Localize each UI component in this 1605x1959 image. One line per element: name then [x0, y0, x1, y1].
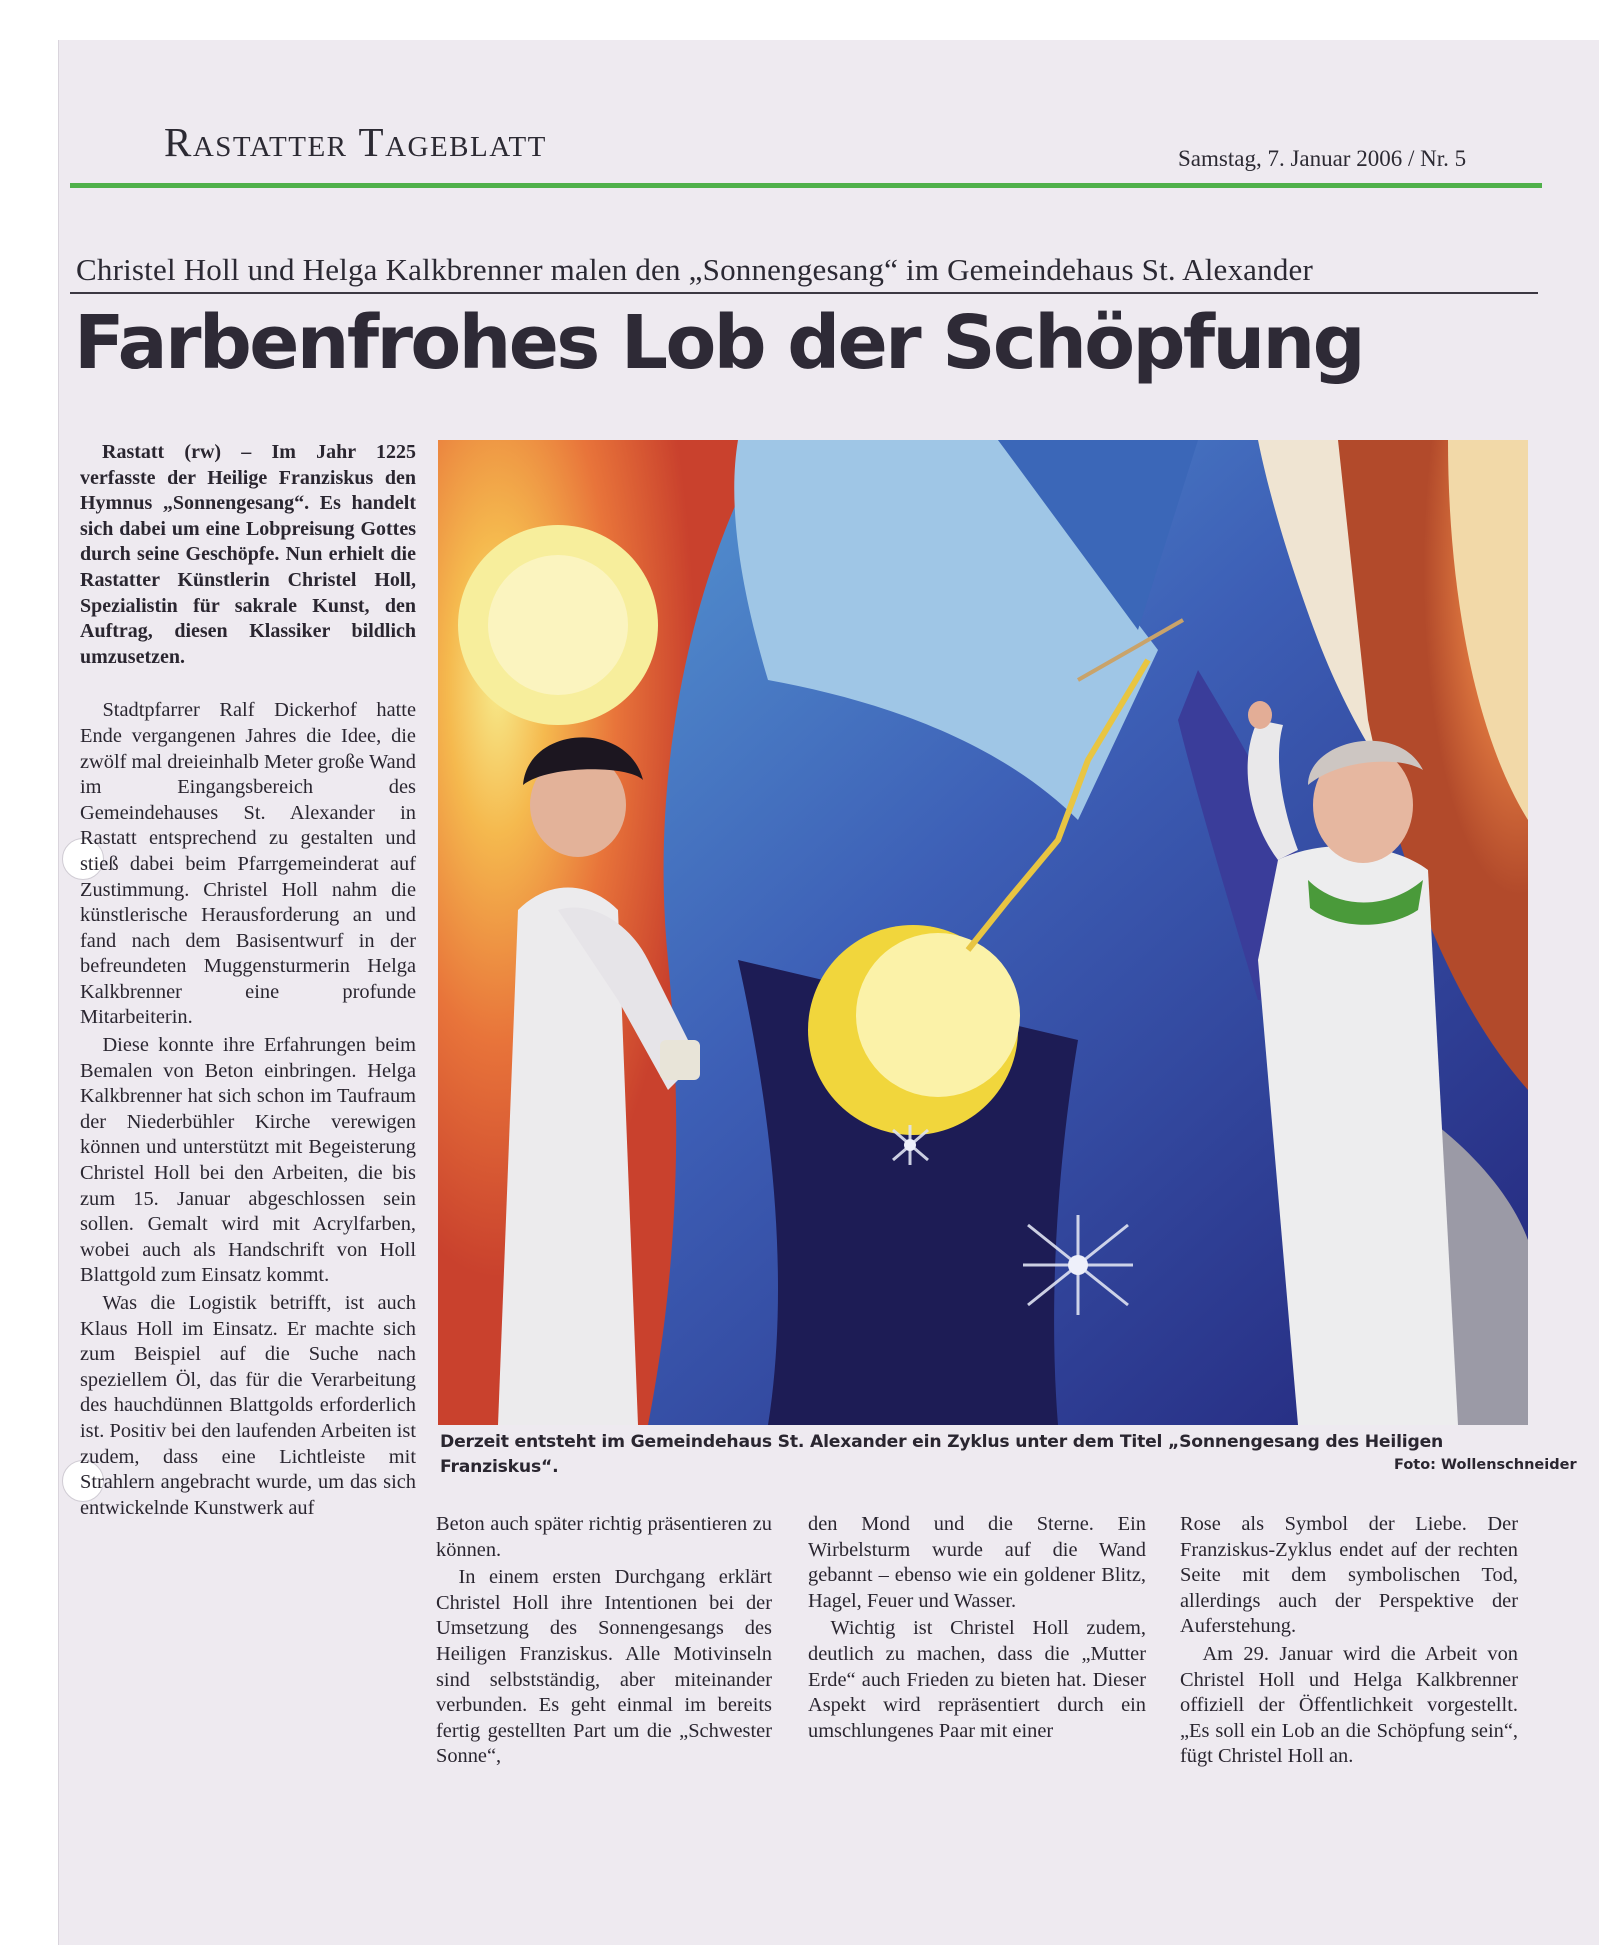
- issue-date: Samstag, 7. Januar 2006 / Nr. 5: [1178, 146, 1467, 171]
- article-kicker: Christel Holl und Helga Kalkbrenner malen den „Sonnengesang“ im Gemeindehaus St. Alexander: [76, 252, 1314, 287]
- paragraph: In einem ersten Durchgang erklärt Christel Holl ihre Intentionen bei der Umsetzung des Sonnengesangs des Heiligen Franziskus. Alle Motivinseln sind selbstständig, aber miteinander verbunden. Es geht einmal im bereits fertig gestellten Part um die „Schwester Sonne“,: [436, 1566, 772, 1768]
- paragraph: Wichtig ist Christel Holl zudem, deutlich zu machen, dass die „Mutter Erde“ auch Frieden zu bieten hat. Dieser Aspekt wird repräsentiert durch ein umschlungenes Paar mit einer: [808, 1617, 1146, 1742]
- mural-photo: [438, 440, 1528, 1425]
- photo-credit: Foto: Wollenschneider: [1394, 1457, 1577, 1473]
- article-column-1: [80, 440, 416, 1521]
- masthead-rule: [70, 183, 1542, 188]
- article-lead: Rastatt (rw) – Im Jahr 1225 verfasste der Heilige Franziskus den Hymnus „Sonnengesang“. Es handelt sich dabei um eine Lobpreisung Gottes durch seine Geschöpfe. Nun erhielt die Rastatter Künstlerin Christel Holl, Spezialistin für sakrale Kunst, den Auftrag, diesen Klassiker bildlich umzusetzen.: [80, 441, 416, 668]
- paragraph: Stadtpfarrer Ralf Dickerhof hatte Ende vergangenen Jahres die Idee, die zwölf mal dreieinhalb Meter große Wand im Eingangsbereich des Gemeindehauses St. Alexander in Rastatt entsprechend zu gestalten und stieß dabei beim Pfarrgemeinderat auf Zustimmung. Christel Holl nahm die künstlerische Herausforderung an und fand nach dem Basisentwurf in der befreundeten Muggensturmerin Helga Kalkbrenner eine profunde Mitarbeiterin.: [80, 699, 417, 1029]
- paragraph: Rose als Symbol der Liebe. Der Franziskus-Zyklus endet auf der rechten Seite mit dem symbolischen Tod, allerdings auch der Perspektive der Auferstehung.: [1180, 1513, 1518, 1638]
- newspaper-name: Rastatter Tageblatt: [164, 119, 547, 165]
- paragraph: Beton auch später richtig präsentieren zu können.: [436, 1513, 772, 1561]
- kicker-rule: [70, 292, 1538, 294]
- article-headline: Farbenfrohes Lob der Schöpfung: [74, 300, 1364, 386]
- article-column-2: [436, 1512, 772, 1770]
- paragraph: Am 29. Januar wird die Arbeit von Christel Holl und Helga Kalkbrenner offiziell der Öffentlichkeit vorgestellt. „Es soll ein Lob an die Schöpfung sein“, fügt Christel Holl an.: [1180, 1642, 1518, 1768]
- article-column-3: [808, 1512, 1146, 1744]
- paragraph: den Mond und die Sterne. Ein Wirbelsturm wurde auf die Wand gebannt – ebenso wie ein goldener Blitz, Hagel, Feuer und Wasser.: [808, 1513, 1146, 1612]
- paragraph: Diese konnte ihre Erfahrungen beim Bemalen von Beton einbringen. Helga Kalkbrenner hat sich schon im Taufraum der Niederbühler Kirche verewigen können und unterstützt mit Begeisterung Christel Holl bei den Arbeiten, die bis zum 15. Januar abgeschlossen sein sollen. Gemalt wird mit Acrylfarben, wobei auch als Handschrift von Holl Blattgold zum Einsatz kommt.: [80, 1034, 416, 1287]
- photo-caption: Derzeit entsteht im Gemeindehaus St. Alexander ein Zyklus unter dem Titel „Sonnengesang des Heiligen Franziskus“.: [440, 1432, 1444, 1477]
- paragraph: Was die Logistik betrifft, ist auch Klaus Holl im Einsatz. Er machte sich zum Beispiel auf die Suche nach speziellem Öl, das für die Verarbeitung des hauchdünnen Blattgolds erforderlich ist. Positiv bei den laufenden Arbeiten ist zudem, dass eine Lichtleiste mit Strahlern angebracht wurde, um das sich entwickelnde Kunstwerk auf: [80, 1292, 416, 1519]
- article-column-4: [1180, 1512, 1518, 1770]
